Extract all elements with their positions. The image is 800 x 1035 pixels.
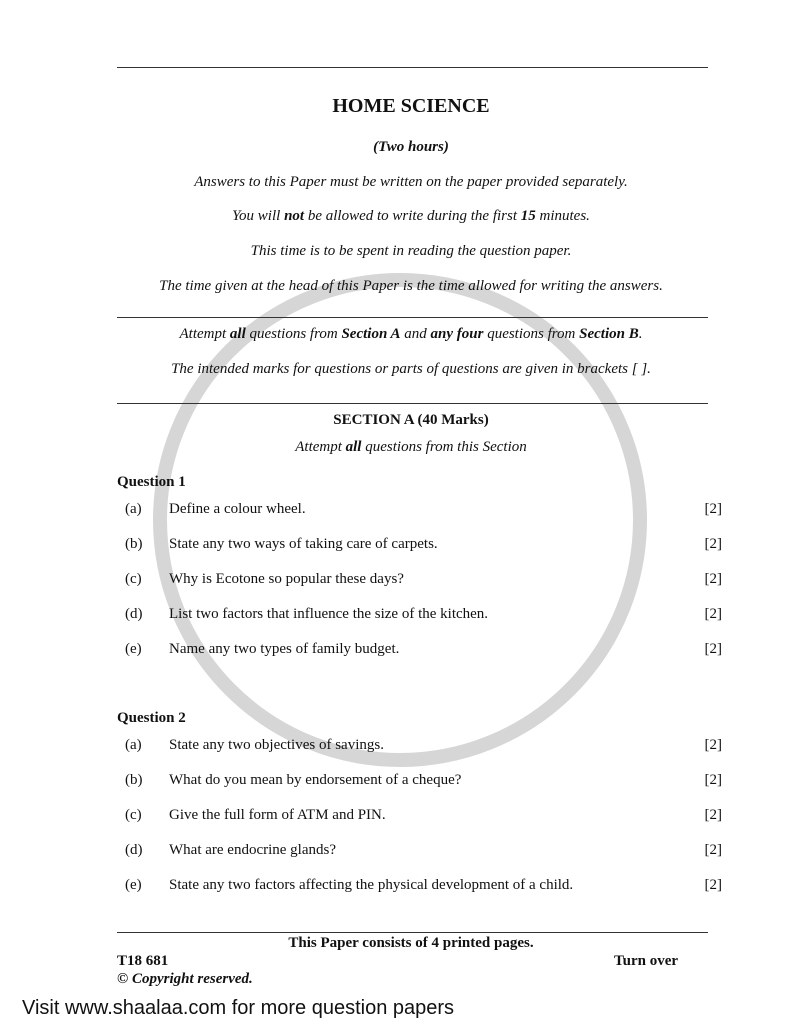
- instruction-4: The time given at the head of this Paper is the time allowed for writing the answers.: [159, 278, 663, 294]
- part-text: State any two ways of taking care of carpets.: [169, 536, 438, 552]
- question-part: [0, 571, 800, 591]
- page-title: HOME SCIENCE: [332, 95, 490, 117]
- top-rule: [117, 67, 708, 68]
- part-marks: [2]: [704, 737, 722, 753]
- part-marks: [2]: [704, 536, 722, 552]
- part-label: (a): [125, 737, 142, 753]
- part-marks: [2]: [704, 501, 722, 517]
- question-part: [0, 772, 800, 792]
- part-text: Name any two types of family budget.: [169, 641, 400, 657]
- question-title: Question 2: [117, 710, 186, 726]
- part-text: Give the full form of ATM and PIN.: [169, 807, 386, 823]
- section-a-title: SECTION A (40 Marks): [333, 412, 489, 428]
- part-marks: [2]: [704, 877, 722, 893]
- part-label: (b): [125, 536, 143, 552]
- question-part: [0, 807, 800, 827]
- part-label: (b): [125, 772, 143, 788]
- question-part: [0, 606, 800, 626]
- part-label: (a): [125, 501, 142, 517]
- section-a-subtitle: Attempt all questions from this Section: [295, 439, 527, 455]
- question-part: [0, 842, 800, 862]
- part-text: Define a colour wheel.: [169, 501, 306, 517]
- part-marks: [2]: [704, 772, 722, 788]
- part-label: (c): [125, 571, 142, 587]
- part-text: State any two factors affecting the physical development of a child.: [169, 877, 574, 893]
- part-text: What are endocrine glands?: [169, 842, 336, 858]
- part-label: (c): [125, 807, 142, 823]
- part-text: Why is Ecotone so popular these days?: [169, 571, 404, 587]
- part-marks: [2]: [704, 807, 722, 823]
- question-part: [0, 536, 800, 556]
- question-part: [0, 737, 800, 757]
- part-marks: [2]: [704, 571, 722, 587]
- part-label: (d): [125, 842, 143, 858]
- question-part: [0, 501, 800, 521]
- instruction-2: You will not be allowed to write during the first 15 minutes.: [232, 208, 590, 224]
- question-title: Question 1: [117, 474, 186, 490]
- instruction-3: This time is to be spent in reading the question paper.: [250, 243, 572, 259]
- footer-rule: [117, 932, 708, 933]
- question-part: [0, 877, 800, 897]
- part-marks: [2]: [704, 842, 722, 858]
- part-text: List two factors that influence the size of the kitchen.: [169, 606, 489, 622]
- turn-over: Turn over: [614, 953, 679, 969]
- part-marks: [2]: [704, 606, 722, 622]
- part-text: What do you mean by endorsement of a cheque?: [169, 772, 462, 788]
- site-banner[interactable]: Visit www.shaalaa.com for more question papers: [22, 997, 455, 1019]
- copyright: © Copyright reserved.: [117, 971, 253, 987]
- duration: (Two hours): [373, 139, 449, 155]
- rule-3: [117, 403, 708, 404]
- marks-note: The intended marks for questions or parts of questions are given in brackets [ ].: [171, 361, 651, 377]
- rule-2: [117, 317, 708, 318]
- part-marks: [2]: [704, 641, 722, 657]
- part-text: State any two objectives of savings.: [169, 737, 384, 753]
- instruction-1: Answers to this Paper must be written on the paper provided separately.: [194, 174, 628, 190]
- page-count: This Paper consists of 4 printed pages.: [288, 935, 534, 951]
- part-label: (e): [125, 877, 142, 893]
- question-part: [0, 641, 800, 661]
- part-label: (d): [125, 606, 143, 622]
- attempt-instruction: Attempt all questions from Section A and any four questions from Section B.: [179, 326, 643, 342]
- part-label: (e): [125, 641, 142, 657]
- paper-code: T18 681: [117, 953, 169, 969]
